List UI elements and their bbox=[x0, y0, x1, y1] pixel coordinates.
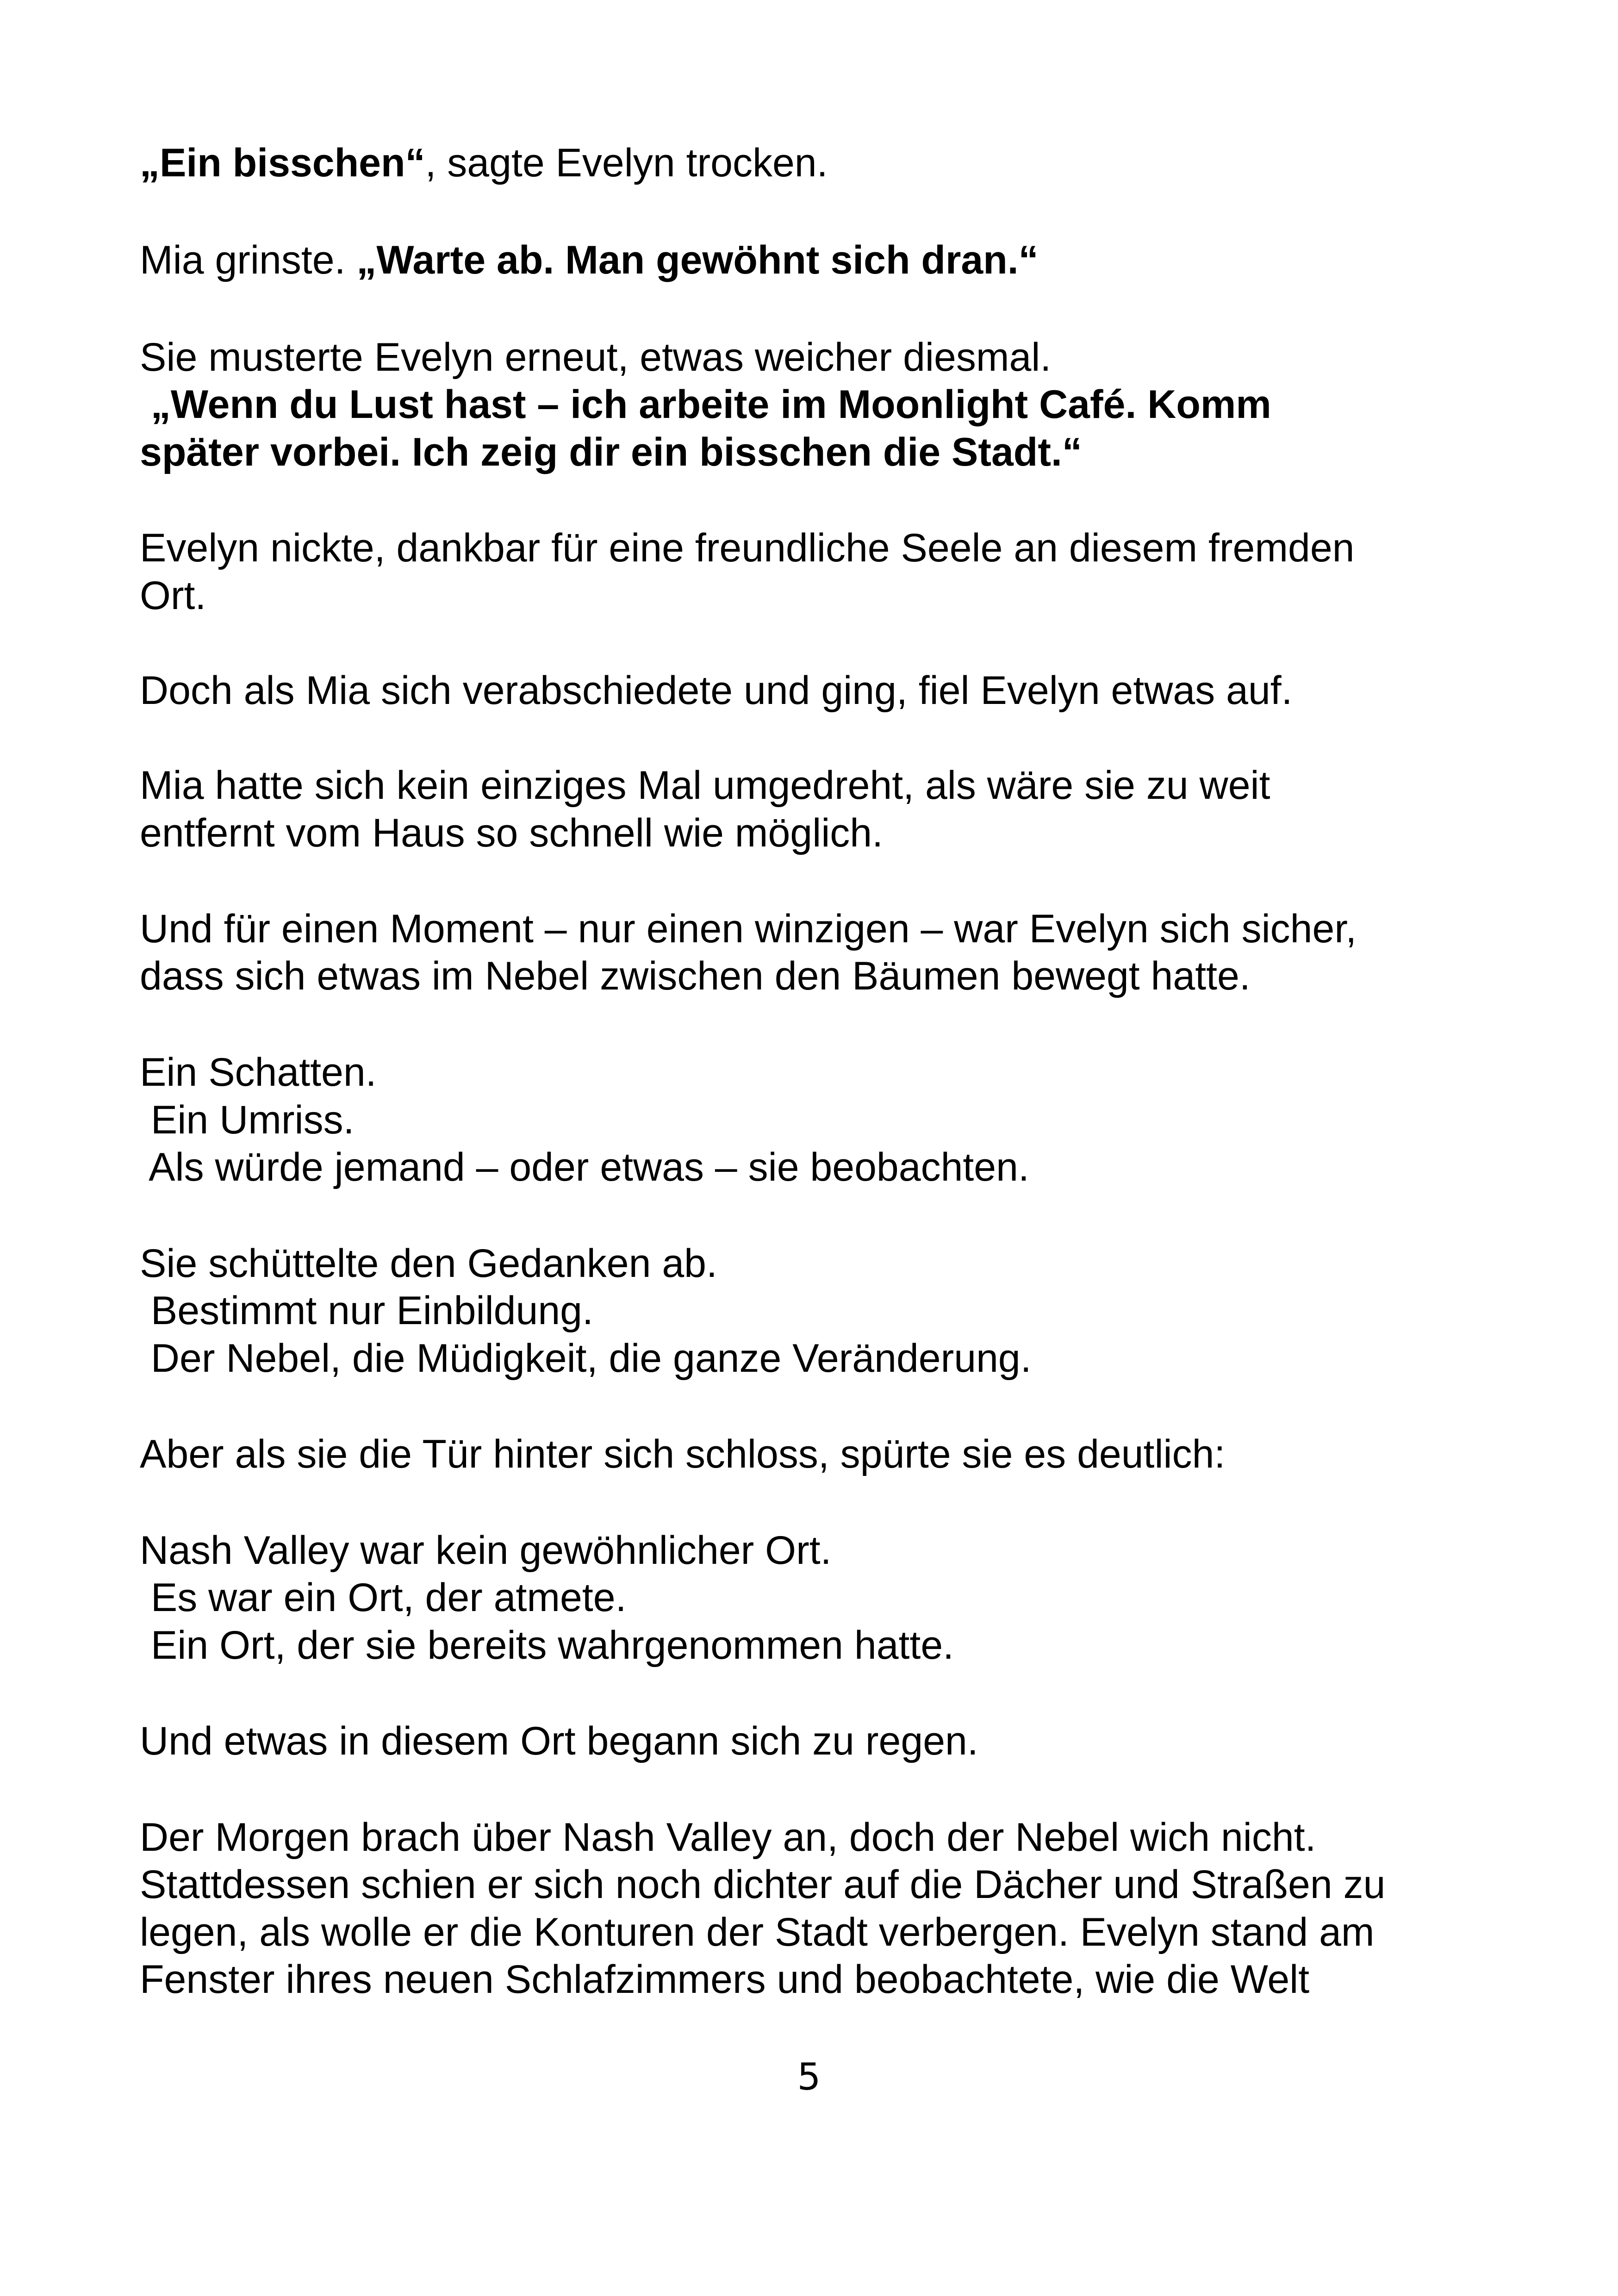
text-line bbox=[140, 1813, 1316, 1861]
text-segment: Der Nebel, die Müdigkeit, die ganze Veränderung. bbox=[140, 1336, 1032, 1381]
text-segment: Ein Schatten. bbox=[140, 1050, 377, 1095]
text-segment: Evelyn nickte, dankbar für eine freundliche Seele an diesem fremden bbox=[140, 526, 1355, 570]
text-segment: Ein Umriss. bbox=[140, 1098, 355, 1142]
text-segment: entfernt vom Haus so schnell wie möglich. bbox=[140, 811, 884, 855]
text-line bbox=[140, 1908, 1375, 1956]
text-segment: Ein Ort, der sie bereits wahrgenommen hatte. bbox=[140, 1623, 954, 1668]
text-line bbox=[140, 1526, 832, 1574]
text-segment: Es war ein Ort, der atmete. bbox=[140, 1575, 627, 1620]
text-segment: Mia grinste. bbox=[140, 238, 357, 282]
text-line bbox=[140, 380, 1271, 429]
text-line bbox=[140, 1860, 1385, 1909]
text-segment: Fenster ihres neuen Schlafzimmers und beobachtete, wie die Welt bbox=[140, 1957, 1310, 2002]
text-line bbox=[140, 1334, 1032, 1382]
text-segment: Und etwas in diesem Ort begann sich zu regen. bbox=[140, 1719, 978, 1763]
text-segment: Mia hatte sich kein einziges Mal umgedreht, als wäre sie zu weit bbox=[140, 763, 1270, 808]
bold-text-segment: später vorbei. Ich zeig dir ein bisschen die Stadt.“ bbox=[140, 430, 1082, 474]
text-segment: Bestimmt nur Einbildung. bbox=[140, 1288, 593, 1333]
text-line bbox=[140, 905, 1357, 953]
text-line bbox=[140, 1096, 354, 1144]
text-line bbox=[140, 761, 1270, 809]
text-line bbox=[140, 1239, 717, 1288]
text-segment: Ort. bbox=[140, 573, 206, 618]
text-line bbox=[140, 524, 1355, 572]
text-line bbox=[140, 1717, 978, 1765]
text-line bbox=[140, 666, 1293, 715]
text-segment: Der Morgen brach über Nash Valley an, doch der Nebel wich nicht. bbox=[140, 1815, 1316, 1860]
text-line bbox=[140, 428, 1082, 476]
text-line bbox=[140, 333, 1051, 381]
bold-text-segment: „Wenn du Lust hast – ich arbeite im Moonlight Café. Komm bbox=[140, 382, 1271, 427]
text-line bbox=[140, 572, 206, 620]
text-line bbox=[140, 139, 828, 187]
text-segment: Als würde jemand – oder etwas – sie beobachten. bbox=[140, 1145, 1029, 1189]
text-line bbox=[140, 1048, 377, 1096]
bold-text-segment: „Ein bisschen“ bbox=[140, 141, 425, 185]
text-segment: Nash Valley war kein gewöhnlicher Ort. bbox=[140, 1528, 832, 1573]
text-segment: dass sich etwas im Nebel zwischen den Bäumen bewegt hatte. bbox=[140, 954, 1251, 998]
text-line bbox=[140, 1143, 1029, 1191]
text-segment: legen, als wolle er die Konturen der Stadt verbergen. Evelyn stand am bbox=[140, 1910, 1375, 1954]
text-segment: , sagte Evelyn trocken. bbox=[425, 141, 828, 185]
text-line bbox=[140, 952, 1251, 1000]
text-segment: Stattdessen schien er sich noch dichter auf die Dächer und Straßen zu bbox=[140, 1862, 1386, 1907]
text-segment: Sie musterte Evelyn erneut, etwas weicher diesmal. bbox=[140, 335, 1052, 380]
text-segment: Und für einen Moment – nur einen winzigen – war Evelyn sich sicher, bbox=[140, 907, 1357, 951]
text-line bbox=[140, 1574, 626, 1622]
text-line bbox=[140, 1621, 954, 1669]
text-line bbox=[140, 236, 1039, 284]
text-line bbox=[140, 809, 883, 857]
text-line bbox=[140, 1287, 593, 1335]
text-segment: Aber als sie die Tür hinter sich schloss, spürte sie es deutlich: bbox=[140, 1432, 1226, 1476]
text-line bbox=[140, 1430, 1225, 1478]
page-number: 5 bbox=[797, 2055, 821, 2098]
bold-text-segment: „Warte ab. Man gewöhnt sich dran.“ bbox=[356, 238, 1039, 282]
text-segment: Doch als Mia sich verabschiedete und ging, fiel Evelyn etwas auf. bbox=[140, 668, 1293, 713]
text-line bbox=[140, 1955, 1309, 2004]
text-segment: Sie schüttelte den Gedanken ab. bbox=[140, 1241, 717, 1286]
